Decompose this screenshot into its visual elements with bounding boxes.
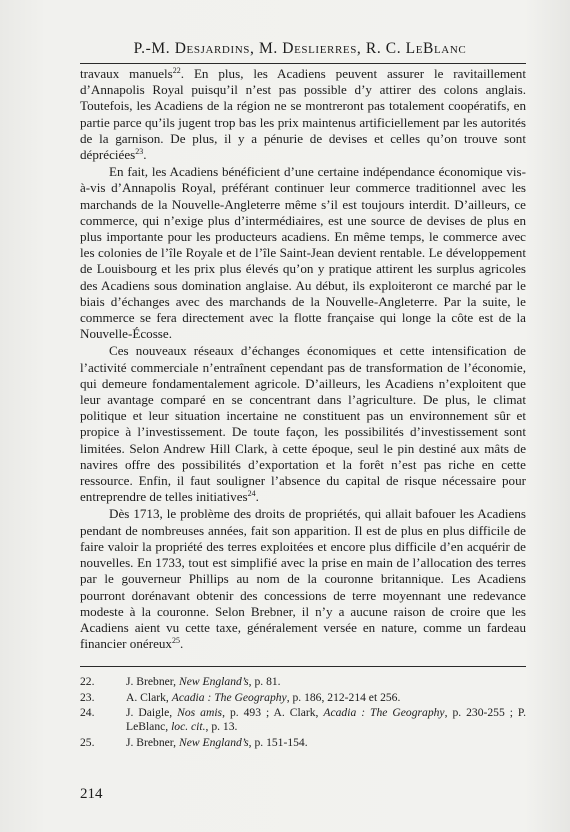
footnotes [80,675,526,751]
text-run: , p. 230-255 ; P. LeBlanc, [126,706,526,733]
text-run: , p. 13. [205,720,238,733]
text-run: . En plus, les Acadiens peuvent assurer le ravitaillement d’Annapolis Royal puisqu’il n’est pas possible d’y attirer des colons anglais. Toutefois, les Acadiens de la région ne se montreront pas totalement coopératifs, en partie parce qu’ils jugent trop bas les prix maintenus artificiellement par les autorités de la garnison. De plus, il y a pénurie de devises et celles qu’on trouve sont dépréciées [80,66,526,163]
text-run: Ces nouveaux réseaux d’échanges économiques et cette intensification de l’activité commerciale n’entraînent cependant pas de transformation de l’économie, qui demeure fondamentalement agricole. D’ailleurs, les Acadiens n’exploitent que leur avantage comparé en se concentrant dans l’agriculture. De plus, le climat politique et leur situation incertaine ne constituent pas un environnement sûr et propice à l’investissement. De toute façon, les possibilités d’investissement sont limitées. Selon Andrew Hill Clark, à cette époque, seul le pin destiné aux mâts de navires offre des possibilités d’exportation et la forêt n’est pas riche en cette ressource. Enfin, il faut souligner l’absence du capital de risque nécessaire pour entreprendre de telles initiatives [80,343,526,505]
italic-title: Acadia : The Geography [323,706,445,719]
footnote [80,691,526,705]
footnote-number: 25. [80,735,95,749]
text-run: . [255,489,259,505]
text-run: . [179,636,184,652]
text-run: J. Brebner, [126,735,179,749]
italic-title: Nos amis [177,706,223,719]
footnote [80,675,526,689]
main-text [80,66,526,652]
paragraph [80,506,526,652]
text-run: J. Daigle, [126,706,178,719]
footnote [80,736,526,750]
footnote-text [126,706,526,734]
text-run: , p. 186, 212-214 et 256. [286,690,401,704]
footnote-ref: 25 [171,636,180,646]
text-run: , p. 151-154. [248,735,308,749]
text-run: travaux manuels [80,66,173,81]
footnote-number: 22. [80,675,95,688]
italic-title: Acadia : The Geography [171,690,287,704]
footnote-ref: 22 [172,66,181,75]
footnote-text [126,736,526,750]
footnote-ref: 24 [247,489,256,499]
footnote-ref: 23 [135,147,144,157]
text-run: J. Brebner, [126,675,179,688]
paragraph [80,343,526,505]
page-number: 214 [80,786,103,802]
text-run: En fait, les Acadiens bénéficient d’une certaine indépendance économique vis-à-vis d’Annapolis Royal, préférant continuer leur commerce traditionnel avec les marchands de la Nouvelle-Angleterre même s’il est toujours interdit. D’ailleurs, ce commerce, qui n’exige plus d’intermédiaires, est une source de devises de plus en plus importante pour les producteurs acadiens. En même temps, le commerce avec les colonies de l’île Royale et de l’île Saint-Jean devient rentable. Le développement de Louisbourg et les prix plus élevés qu’on y pratique attirent les surplus agricoles des Acadiens sous domination anglaise. Au début, ils exploiteront ce marché par le biais d’échanges avec des marchands de la Nouvelle-Angleterre. Par la suite, le commerce se fera directement avec la flotte française qui longe la côte est de la Nouvelle-Écosse. [80,164,526,342]
footnote-text [126,675,526,689]
text-run: Dès 1713, le problème des droits de propriétés, qui allait bafouer les Acadiens pendant de nombreuses années, fait son apparition. Il est de plus en plus difficile de faire valoir la propriété des terres exploitées et encore plus difficile d’en acquérir de nouvelles. En 1733, tout est simplifié avec la prise en main de l’allocation des terres par le gouverneur Phillips au nom de la couronne britannique. Les Acadiens pourront dorénavant obtenir des concessions de terre moyennant une redevance modeste à la couronne. Selon Brebner, il n’y a aucune raison de croire que les Acadiens aient vu cette taxe, généralement versée en nature, comme un fardeau financier onéreux [80,506,526,652]
header-rule [80,63,526,64]
text-run: , p. 81. [248,675,281,688]
text-run: , p. 493 ; A. Clark, [222,706,324,719]
italic-title: New England’s [178,735,249,749]
italic-title: loc. cit. [171,720,206,733]
paragraph [80,66,526,163]
footnote-number: 23. [80,690,95,704]
footnote-rule [80,666,526,667]
paragraph [80,164,526,342]
footnote-number: 24. [80,706,95,719]
text-run: . [143,147,147,163]
text-run: A. Clark, [126,690,172,704]
italic-title: New England’s [178,675,249,688]
footnote-text [126,691,526,705]
running-head: P.-M. Desjardins, M. Deslierres, R. C. LeBlanc [133,40,467,57]
footnote [80,706,526,734]
